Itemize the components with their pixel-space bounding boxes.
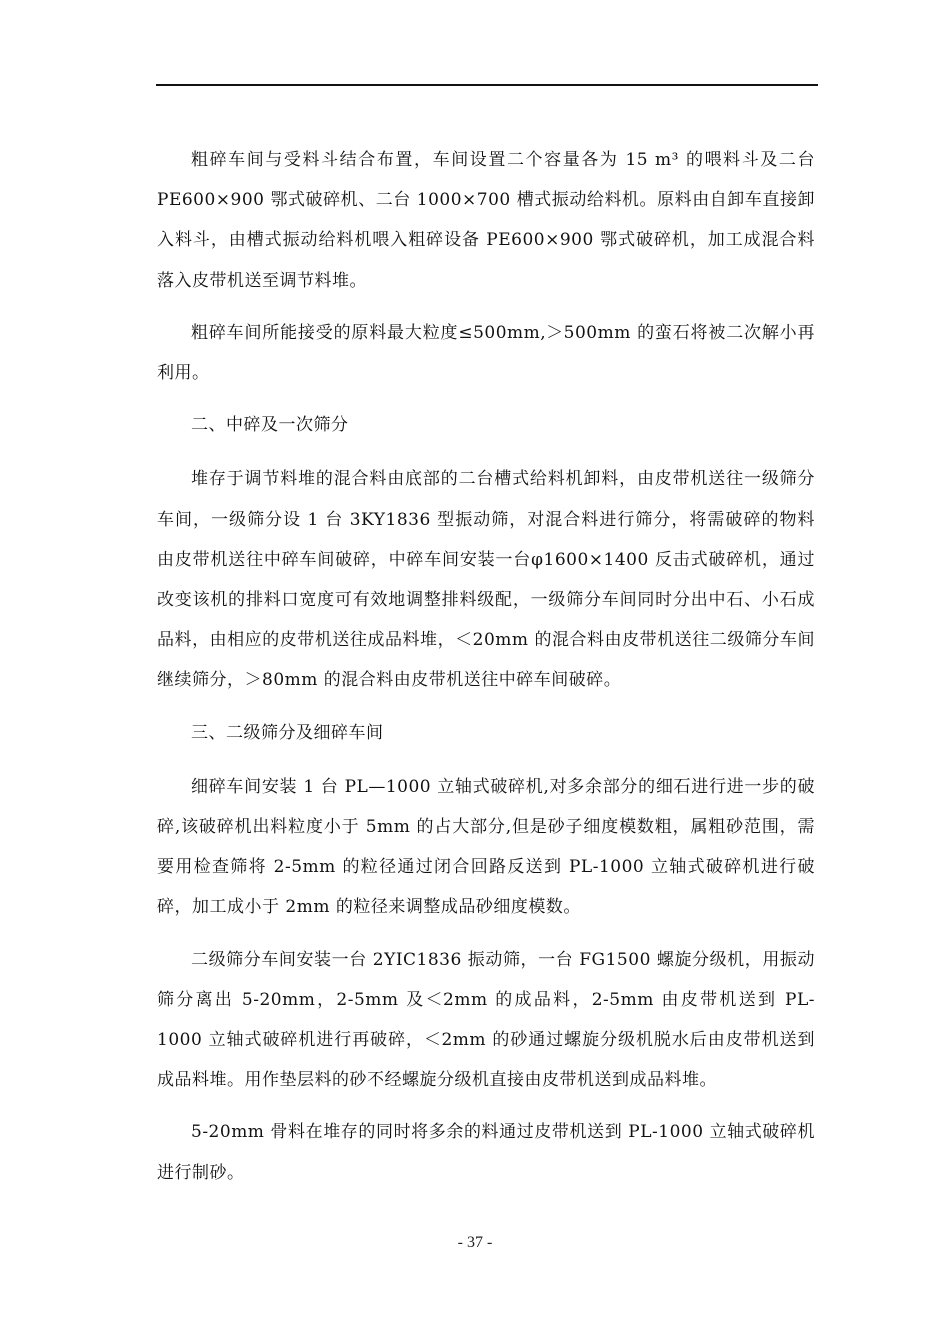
paragraph-max-size: 粗碎车间所能接受的原料最大粒度≤500mm,＞500mm 的蛮石将被二次解小再利用。 bbox=[157, 322, 815, 384]
section-heading-fine-crushing: 三、二级筛分及细碎车间 bbox=[191, 722, 384, 743]
page-number: - 37 - bbox=[457, 1234, 493, 1251]
document-body bbox=[157, 140, 815, 1205]
section-heading-medium-crushing: 二、中碎及一次筛分 bbox=[191, 415, 349, 436]
paragraph-fine-crusher: 细碎车间安装 1 台 PL—1000 立轴式破碎机,对多余部分的细石进行进一步的破碎,该破碎机出料粒度小于 5mm 的占大部分,但是砂子细度模数粗，属粗砂范围，需要用检查筛将 2-5mm 的粒径通过闭合回路反送到 PL-1000 立轴式破碎机进行破碎，加工成小于 2mm 的粒径来调整成品砂细度模数。 bbox=[157, 776, 815, 918]
paragraph-sand-making: 5-20mm 骨料在堆存的同时将多余的料通过皮带机送到 PL-1000 立轴式破碎机进行制砂。 bbox=[157, 1122, 815, 1183]
paragraph-primary-screening: 堆存于调节料堆的混合料由底部的二台槽式给料机卸料，由皮带机送往一级筛分车间，一级筛分设 1 台 3KY1836 型振动筛，对混合料进行筛分，将需破碎的物料由皮带机送往中碎车间破碎，中碎车间安装一台φ1600×1400 反击式破碎机，通过改变该机的排料口宽度可有效地调整排料级配，一级筛分车间同时分出中石、小石成品料，由相应的皮带机送往成品料堆，＜20mm 的混合料由皮带机送往二级筛分车间继续筛分，＞80mm 的混合料由皮带机送往中碎车间破碎。 bbox=[157, 469, 815, 691]
header-rule bbox=[156, 84, 818, 86]
paragraph-secondary-screening: 二级筛分车间安装一台 2YIC1836 振动筛，一台 FG1500 螺旋分级机，用振动筛分离出 5-20mm，2-5mm 及＜2mm 的成品料，2-5mm 由皮带机送到 PL-1000 立轴式破碎机进行再破碎，＜2mm 的砂通过螺旋分级机脱水后由皮带机送到成品料堆。用作垫层料的砂不经螺旋分级机直接由皮带机送到成品料堆。 bbox=[157, 949, 815, 1091]
paragraph-coarse-crushing: 粗碎车间与受料斗结合布置，车间设置二个容量各为 15 m³ 的喂料斗及二台 PE600×900 鄂式破碎机、二台 1000×700 槽式振动给料机。原料由自卸车直接卸入料斗，由槽式振动给料机喂入粗碎设备 PE600×900 鄂式破碎机，加工成混合料落入皮带机送至调节料堆。 bbox=[157, 150, 815, 291]
